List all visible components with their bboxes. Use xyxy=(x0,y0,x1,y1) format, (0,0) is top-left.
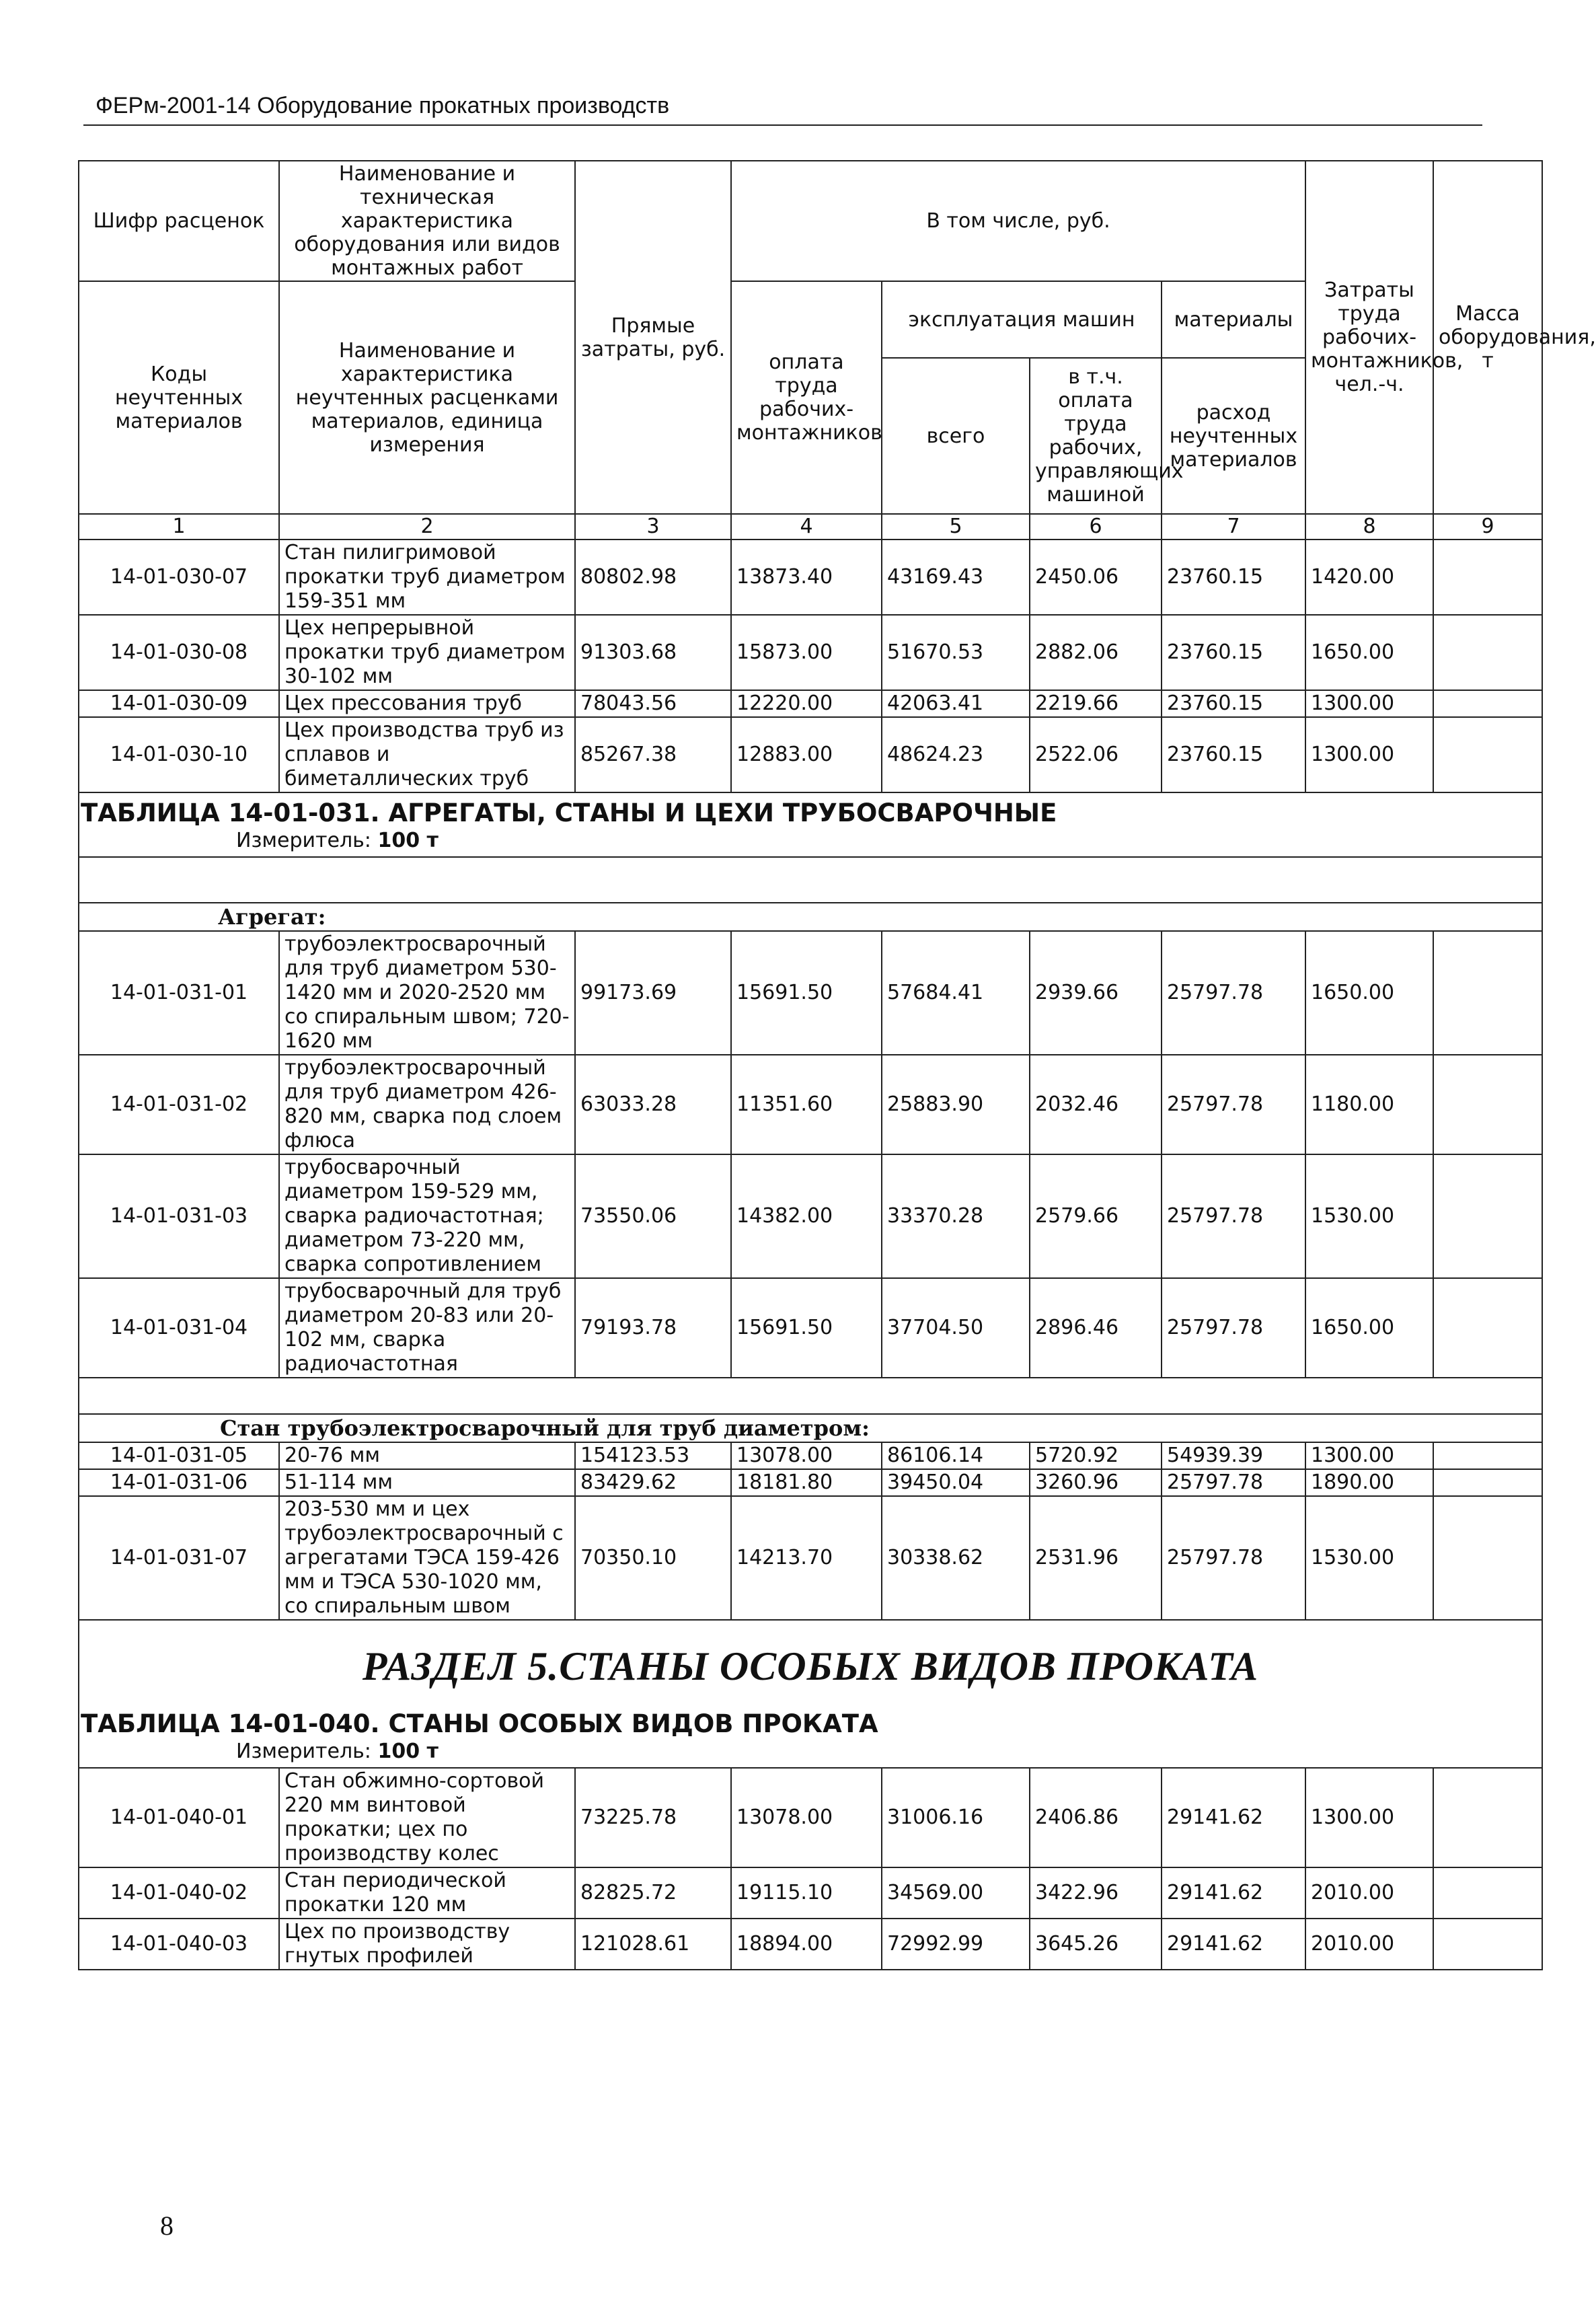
item-name: трубоэлектросварочный для труб диаметром 426-820 мм, сварка под слоем флюса xyxy=(279,1055,575,1154)
direct-costs: 73550.06 xyxy=(575,1154,731,1278)
machines-total: 34569.00 xyxy=(882,1867,1030,1919)
labor-hours: 1650.00 xyxy=(1305,615,1433,690)
table-row xyxy=(79,1278,1542,1378)
labor-hours: 2010.00 xyxy=(1305,1867,1433,1919)
table-040-meter xyxy=(236,1739,1542,1767)
equipment-mass xyxy=(1433,1768,1542,1867)
rate-code: 14-01-031-04 xyxy=(79,1278,279,1378)
spacer-cell xyxy=(79,1378,1542,1414)
table-row xyxy=(79,931,1542,1055)
column-number: 1 xyxy=(79,514,279,540)
column-numbers-row xyxy=(79,514,1542,540)
rate-code: 14-01-031-05 xyxy=(79,1442,279,1469)
worker-wages: 19115.10 xyxy=(731,1867,882,1919)
materials-cost: 23760.15 xyxy=(1162,690,1305,717)
materials-cost: 29141.62 xyxy=(1162,1768,1305,1867)
rate-code: 14-01-040-02 xyxy=(79,1867,279,1919)
materials-cost: 25797.78 xyxy=(1162,1154,1305,1278)
direct-costs: 82825.72 xyxy=(575,1867,731,1919)
table-row xyxy=(79,717,1542,792)
equipment-mass xyxy=(1433,1278,1542,1378)
labor-hours: 1530.00 xyxy=(1305,1154,1433,1278)
equipment-mass xyxy=(1433,1867,1542,1919)
equipment-mass xyxy=(1433,540,1542,615)
rate-code: 14-01-030-09 xyxy=(79,690,279,717)
machines-total: 57684.41 xyxy=(882,931,1030,1055)
header-material-codes: Коды неучтенных материалов xyxy=(79,281,279,514)
direct-costs: 80802.98 xyxy=(575,540,731,615)
direct-costs: 70350.10 xyxy=(575,1496,731,1620)
labor-hours: 2010.00 xyxy=(1305,1919,1433,1970)
item-name: Цех непрерывной прокатки труб диаметром 30-102 мм xyxy=(279,615,575,690)
materials-cost: 25797.78 xyxy=(1162,1496,1305,1620)
header-code: Шифр расценок xyxy=(79,161,279,281)
group-stan-label: Стан трубоэлектросварочный для труб диаметром: xyxy=(220,1415,870,1441)
item-name: 20-76 мм xyxy=(279,1442,575,1469)
rows-table-031-agregat xyxy=(79,931,1542,1378)
materials-cost: 25797.78 xyxy=(1162,1469,1305,1496)
header-unaccounted-materials: расход неучтенных материалов xyxy=(1162,358,1305,514)
header-name: Наименование и техническая характеристика оборудования или видов монтажных работ xyxy=(279,161,575,281)
rate-code: 14-01-031-06 xyxy=(79,1469,279,1496)
table-row xyxy=(79,1867,1542,1919)
materials-cost: 23760.15 xyxy=(1162,615,1305,690)
materials-cost: 25797.78 xyxy=(1162,1278,1305,1378)
table-row xyxy=(79,615,1542,690)
materials-cost: 29141.62 xyxy=(1162,1919,1305,1970)
direct-costs: 73225.78 xyxy=(575,1768,731,1867)
header-material-names: Наименование и характеристика неучтенных расценками материалов, единица измерения xyxy=(279,281,575,514)
rate-code: 14-01-031-02 xyxy=(79,1055,279,1154)
running-header: ФЕРм-2001-14 Оборудование прокатных производств xyxy=(96,93,670,118)
worker-wages: 12220.00 xyxy=(731,690,882,717)
table-row xyxy=(79,1469,1542,1496)
item-name: 203-530 мм и цех трубоэлектросварочный с агрегатами ТЭСА 159-426 мм и ТЭСА 530-1020 мм, со спиральным швом xyxy=(279,1496,575,1620)
table-031-title-cell xyxy=(79,792,1542,857)
item-name: Стан пилигримовой прокатки труб диаметром 159-351 мм xyxy=(279,540,575,615)
section-5-row xyxy=(79,1620,1542,1768)
equipment-mass xyxy=(1433,1469,1542,1496)
equipment-mass xyxy=(1433,931,1542,1055)
header-machines-total: всего xyxy=(882,358,1030,514)
machines-total: 42063.41 xyxy=(882,690,1030,717)
equipment-mass xyxy=(1433,717,1542,792)
worker-wages: 15691.50 xyxy=(731,931,882,1055)
worker-wages: 18181.80 xyxy=(731,1469,882,1496)
worker-wages: 15873.00 xyxy=(731,615,882,690)
spacer-row xyxy=(79,857,1542,903)
table-row xyxy=(79,1919,1542,1970)
spacer-row xyxy=(79,1378,1542,1414)
column-number: 7 xyxy=(1162,514,1305,540)
labor-hours: 1420.00 xyxy=(1305,540,1433,615)
rate-code: 14-01-040-03 xyxy=(79,1919,279,1970)
materials-cost: 23760.15 xyxy=(1162,717,1305,792)
machines-total: 30338.62 xyxy=(882,1496,1030,1620)
table-040-title: ТАБЛИЦА 14-01-040. СТАНЫ ОСОБЫХ ВИДОВ ПРОКАТА xyxy=(81,1709,878,1738)
table-031-meter xyxy=(236,828,1536,856)
column-number: 3 xyxy=(575,514,731,540)
machine-operators-wages: 2531.96 xyxy=(1030,1496,1162,1620)
machine-operators-wages: 2032.46 xyxy=(1030,1055,1162,1154)
item-name: трубосварочный диаметром 159-529 мм, сварка радиочастотная; диаметром 73-220 мм, сварка сопротивлением xyxy=(279,1154,575,1278)
table-031-title-row xyxy=(79,792,1542,857)
header-row-1 xyxy=(79,161,1542,281)
machine-operators-wages: 5720.92 xyxy=(1030,1442,1162,1469)
meter-label: Измеритель: xyxy=(236,1740,378,1763)
machines-total: 39450.04 xyxy=(882,1469,1030,1496)
item-name: Стан периодической прокатки 120 мм xyxy=(279,1867,575,1919)
machine-operators-wages: 2939.66 xyxy=(1030,931,1162,1055)
item-name: 51-114 мм xyxy=(279,1469,575,1496)
rate-code: 14-01-030-10 xyxy=(79,717,279,792)
table-row xyxy=(79,690,1542,717)
materials-cost: 29141.62 xyxy=(1162,1867,1305,1919)
column-number: 4 xyxy=(731,514,882,540)
header-worker-wages: оплата труда рабочих-монтажников xyxy=(731,281,882,514)
header-machine-operation: эксплуатация машин xyxy=(882,281,1162,358)
labor-hours: 1650.00 xyxy=(1305,931,1433,1055)
machines-total: 25883.90 xyxy=(882,1055,1030,1154)
rows-table-040 xyxy=(79,1768,1542,1970)
rate-code: 14-01-031-03 xyxy=(79,1154,279,1278)
machines-total: 48624.23 xyxy=(882,717,1030,792)
machines-total: 43169.43 xyxy=(882,540,1030,615)
direct-costs: 154123.53 xyxy=(575,1442,731,1469)
machines-total: 31006.16 xyxy=(882,1768,1030,1867)
meter-label: Измеритель: xyxy=(236,829,378,852)
labor-hours: 1300.00 xyxy=(1305,1768,1433,1867)
table-row xyxy=(79,1154,1542,1278)
group-stan-cell xyxy=(79,1414,1542,1442)
section-5-title: РАЗДЕЛ 5.СТАНЫ ОСОБЫХ ВИДОВ ПРОКАТА xyxy=(362,1644,1259,1688)
labor-hours: 1530.00 xyxy=(1305,1496,1433,1620)
machine-operators-wages: 2219.66 xyxy=(1030,690,1162,717)
rate-code: 14-01-040-01 xyxy=(79,1768,279,1867)
machines-total: 37704.50 xyxy=(882,1278,1030,1378)
group-agregat-cell xyxy=(79,903,1542,931)
machines-total: 51670.53 xyxy=(882,615,1030,690)
worker-wages: 13873.40 xyxy=(731,540,882,615)
materials-cost: 25797.78 xyxy=(1162,931,1305,1055)
machine-operators-wages: 2882.06 xyxy=(1030,615,1162,690)
machines-total: 72992.99 xyxy=(882,1919,1030,1970)
direct-costs: 83429.62 xyxy=(575,1469,731,1496)
rows-table-030 xyxy=(79,540,1542,792)
materials-cost: 23760.15 xyxy=(1162,540,1305,615)
spacer-cell xyxy=(79,857,1542,903)
item-name: трубоэлектросварочный для труб диаметром 530-1420 мм и 2020-2520 мм со спиральным швом; 720-1620 мм xyxy=(279,931,575,1055)
direct-costs: 121028.61 xyxy=(575,1919,731,1970)
header-machine-operators-wages: в т.ч. оплата труда рабочих, управляющих машиной xyxy=(1030,358,1162,514)
direct-costs: 91303.68 xyxy=(575,615,731,690)
worker-wages: 18894.00 xyxy=(731,1919,882,1970)
rows-table-031-stan xyxy=(79,1442,1542,1620)
group-stan-row xyxy=(79,1414,1542,1442)
equipment-mass xyxy=(1433,1055,1542,1154)
column-number: 8 xyxy=(1305,514,1433,540)
direct-costs: 63033.28 xyxy=(575,1055,731,1154)
machine-operators-wages: 2579.66 xyxy=(1030,1154,1162,1278)
rate-code: 14-01-031-07 xyxy=(79,1496,279,1620)
materials-cost: 54939.39 xyxy=(1162,1442,1305,1469)
machine-operators-wages: 3422.96 xyxy=(1030,1867,1162,1919)
header-materials: материалы xyxy=(1162,281,1305,358)
labor-hours: 1890.00 xyxy=(1305,1469,1433,1496)
rate-code: 14-01-031-01 xyxy=(79,931,279,1055)
table-031-title: ТАБЛИЦА 14-01-031. АГРЕГАТЫ, СТАНЫ И ЦЕХИ ТРУБОСВАРОЧНЫЕ xyxy=(81,798,1057,827)
labor-hours: 1300.00 xyxy=(1305,717,1433,792)
column-number: 2 xyxy=(279,514,575,540)
item-name: Стан обжимно-сортовой 220 мм винтовой прокатки; цех по производству колес xyxy=(279,1768,575,1867)
equipment-mass xyxy=(1433,690,1542,717)
header-direct-costs: Прямые затраты, руб. xyxy=(575,161,731,514)
machine-operators-wages: 2522.06 xyxy=(1030,717,1162,792)
worker-wages: 11351.60 xyxy=(731,1055,882,1154)
worker-wages: 13078.00 xyxy=(731,1442,882,1469)
meter-value: 100 т xyxy=(377,829,439,852)
equipment-mass xyxy=(1433,615,1542,690)
direct-costs: 99173.69 xyxy=(575,931,731,1055)
header-labor-hours: Затраты труда рабочих-монтажников, чел.-ч. xyxy=(1305,161,1433,514)
equipment-mass xyxy=(1433,1496,1542,1620)
rate-code: 14-01-030-08 xyxy=(79,615,279,690)
column-number: 5 xyxy=(882,514,1030,540)
table-row xyxy=(79,1442,1542,1469)
labor-hours: 1300.00 xyxy=(1305,690,1433,717)
worker-wages: 14382.00 xyxy=(731,1154,882,1278)
equipment-mass xyxy=(1433,1919,1542,1970)
labor-hours: 1180.00 xyxy=(1305,1055,1433,1154)
item-name: Цех прессования труб xyxy=(279,690,575,717)
page-number: 8 xyxy=(160,2210,174,2241)
rates-table xyxy=(78,160,1596,1970)
machine-operators-wages: 2896.46 xyxy=(1030,1278,1162,1378)
table-row xyxy=(79,1496,1542,1620)
table-row xyxy=(79,1768,1542,1867)
table-row xyxy=(79,1055,1542,1154)
header-mass: Масса оборудования, т xyxy=(1433,161,1542,514)
column-number: 9 xyxy=(1433,514,1542,540)
worker-wages: 15691.50 xyxy=(731,1278,882,1378)
labor-hours: 1300.00 xyxy=(1305,1442,1433,1469)
direct-costs: 78043.56 xyxy=(575,690,731,717)
direct-costs: 85267.38 xyxy=(575,717,731,792)
header-rule xyxy=(83,124,1482,126)
labor-hours: 1650.00 xyxy=(1305,1278,1433,1378)
worker-wages: 14213.70 xyxy=(731,1496,882,1620)
rate-code: 14-01-030-07 xyxy=(79,540,279,615)
column-number: 6 xyxy=(1030,514,1162,540)
meter-value: 100 т xyxy=(377,1740,439,1763)
section-5-cell xyxy=(79,1620,1542,1768)
group-agregat-row xyxy=(79,903,1542,931)
group-agregat-label: Агрегат: xyxy=(218,904,326,930)
machine-operators-wages: 2406.86 xyxy=(1030,1768,1162,1867)
worker-wages: 12883.00 xyxy=(731,717,882,792)
item-name: Цех производства труб из сплавов и биметаллических труб xyxy=(279,717,575,792)
equipment-mass xyxy=(1433,1442,1542,1469)
table-row xyxy=(79,540,1542,615)
item-name: Цех по производству гнутых профилей xyxy=(279,1919,575,1970)
materials-cost: 25797.78 xyxy=(1162,1055,1305,1154)
equipment-mass xyxy=(1433,1154,1542,1278)
machines-total: 86106.14 xyxy=(882,1442,1030,1469)
machines-total: 33370.28 xyxy=(882,1154,1030,1278)
machine-operators-wages: 2450.06 xyxy=(1030,540,1162,615)
direct-costs: 79193.78 xyxy=(575,1278,731,1378)
header-including: В том числе, руб. xyxy=(731,161,1305,281)
item-name: трубосварочный для труб диаметром 20-83 или 20-102 мм, сварка радиочастотная xyxy=(279,1278,575,1378)
worker-wages: 13078.00 xyxy=(731,1768,882,1867)
machine-operators-wages: 3260.96 xyxy=(1030,1469,1162,1496)
machine-operators-wages: 3645.26 xyxy=(1030,1919,1162,1970)
